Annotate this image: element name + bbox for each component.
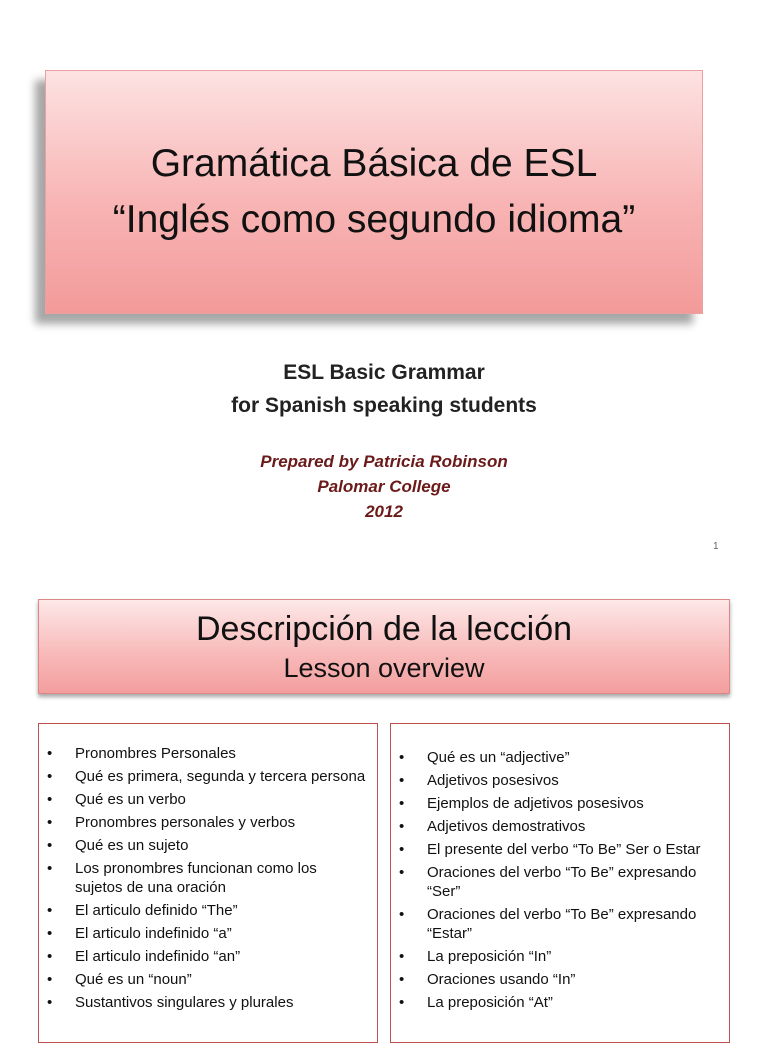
list-item: • Oraciones del verbo “To Be” expresando “Ser” (397, 863, 719, 901)
page-number: 1 (713, 541, 719, 552)
left-topic-list-box (38, 723, 378, 1043)
list-item: • Sustantivos singulares y plurales (45, 993, 367, 1012)
list-item: • Los pronombres funcionan como los sujetos de una oración (45, 859, 367, 897)
slide1-subtitle-line2: for Spanish speaking students (231, 394, 537, 417)
list-item: • Oraciones del verbo “To Be” expresando “Estar” (397, 905, 719, 943)
list-item: • Pronombres personales y verbos (45, 813, 367, 832)
slide2-title: Descripción de la lección (195, 609, 573, 648)
list-item: • Qué es un verbo (45, 790, 367, 809)
slide1-title-line2: “Inglés como segundo idioma” (112, 198, 636, 241)
list-item: • Ejemplos de adjetivos posesivos (397, 794, 719, 813)
list-item: • El articulo definido “The” (45, 901, 367, 920)
slide1-title-box (45, 70, 703, 314)
list-item: • El presente del verbo “To Be” Ser o Estar (397, 840, 719, 859)
list-item: • Qué es un sujeto (45, 836, 367, 855)
list-item: • La preposición “At” (397, 993, 719, 1012)
list-item: • Adjetivos demostrativos (397, 817, 719, 836)
list-item: • Qué es un “noun” (45, 970, 367, 989)
slide1-subtitle-line1: ESL Basic Grammar (283, 361, 485, 384)
list-item: • Adjetivos posesivos (397, 771, 719, 790)
left-topic-list (45, 744, 367, 1012)
slide1-subtitle (0, 356, 768, 422)
right-topic-list-box (390, 723, 730, 1043)
list-item: • Qué es primera, segunda y tercera persona (45, 767, 367, 786)
list-item: • El articulo indefinido “an” (45, 947, 367, 966)
slide2-header-box (38, 599, 730, 694)
list-item: • Oraciones usando “In” (397, 970, 719, 989)
slide1-author: Prepared by Patricia Robinson (260, 452, 508, 471)
list-item: • Qué es un “adjective” (397, 748, 719, 767)
slide1-year: 2012 (365, 502, 403, 521)
list-item: • La preposición “In” (397, 947, 719, 966)
list-item: • El articulo indefinido “a” (45, 924, 367, 943)
slide1-institution: Palomar College (317, 477, 451, 496)
right-topic-list (397, 748, 719, 1012)
slide1-title-line1: Gramática Básica de ESL (150, 142, 598, 185)
list-item: • Pronombres Personales (45, 744, 367, 763)
slide2-subtitle: Lesson overview (283, 652, 485, 683)
slide1-credits (0, 449, 768, 524)
